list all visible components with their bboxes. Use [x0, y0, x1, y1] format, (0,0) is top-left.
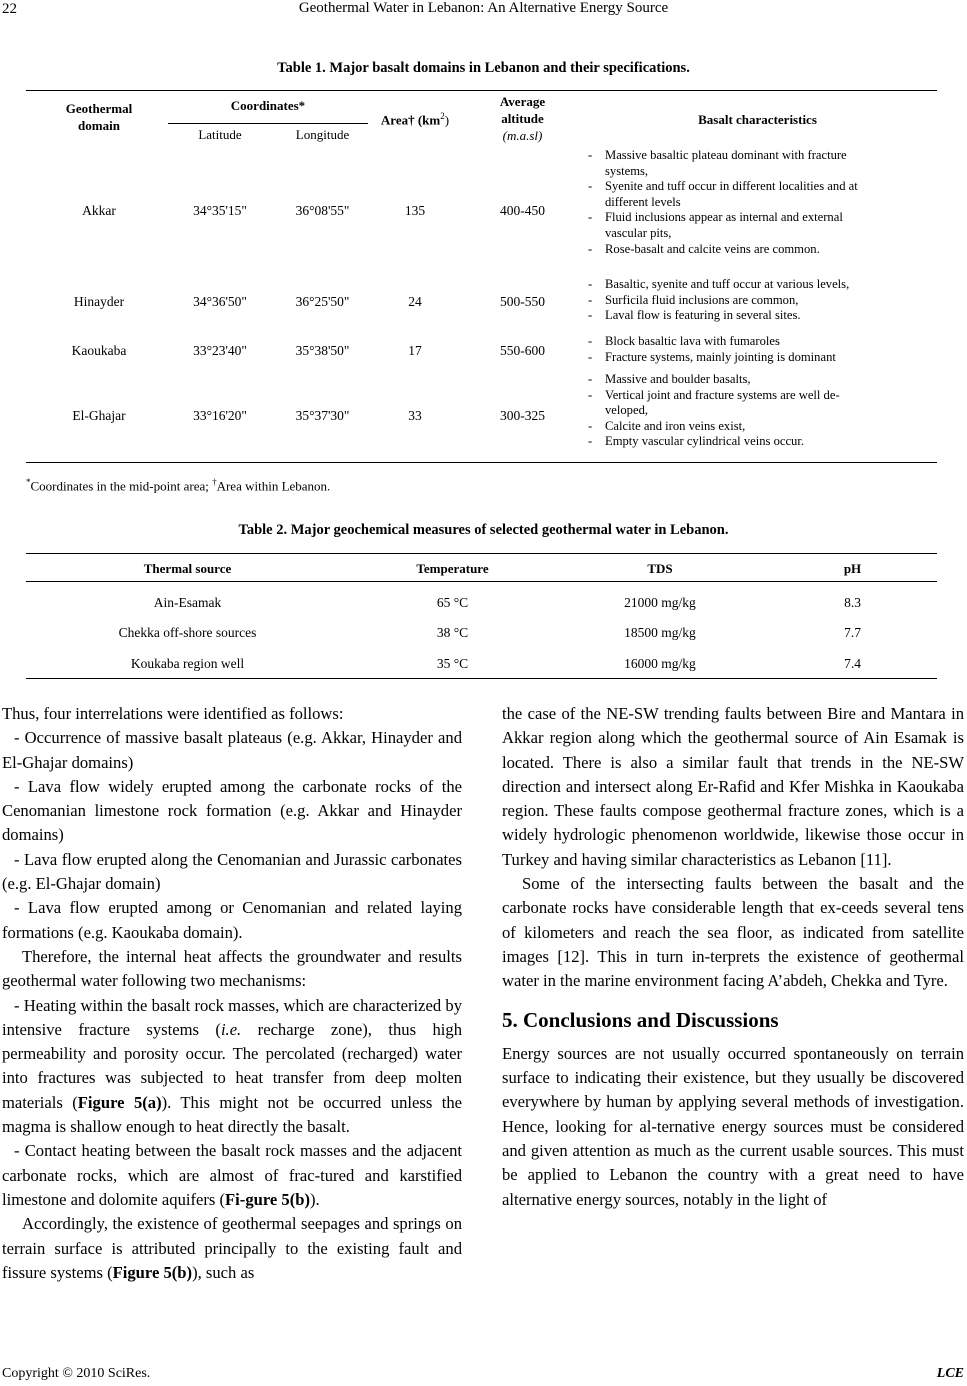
figure-reference[interactable]: Fi-gure 5(b): [225, 1189, 311, 1209]
list-item: - Contact heating between the basalt rock masses and the adjacent carbonate rocks, which are almost of frac-tured and karstified limestone and dolomite aquifers (Fi-gure 5(b)).: [2, 1141, 462, 1209]
table1-cell-area: 33: [408, 408, 422, 423]
list-item: - Rose-basalt and calcite veins are common.: [588, 241, 820, 256]
list-item: systems,: [605, 163, 649, 178]
paragraph: Thus, four interrelations were identified as follows:: [2, 704, 344, 723]
table1-cell-latitude: 34°36'50": [193, 294, 247, 309]
list-item: - Calcite and iron veins exist,: [588, 418, 746, 433]
table1-cell-longitude: 36°08'55": [295, 203, 350, 218]
list-item: different levels: [605, 194, 681, 209]
table2-cell-tds: 16000 mg/kg: [624, 656, 696, 671]
table1-characteristics-list: [588, 372, 840, 450]
list-item: - Block basaltic lava with fumaroles: [588, 334, 780, 348]
table2-cell-ph: 7.7: [844, 625, 861, 640]
table2-cell-ph: 8.3: [844, 595, 861, 610]
list-item: - Fracture systems, mainly jointing is dominant: [588, 349, 836, 364]
table1-header-altitude: Average altitude (m.a.sl): [499, 94, 546, 143]
table1-header-domain: Geothermal domain: [65, 101, 133, 133]
table2-header-ph: pH: [843, 561, 862, 576]
copyright-footer: Copyright © 2010 SciRes.: [2, 1366, 151, 1381]
list-item: vascular pits,: [605, 225, 672, 240]
list-item: - Fluid inclusions appear as internal and external: [588, 210, 843, 225]
table2-header-temperature: Temperature: [416, 561, 489, 576]
running-title: Geothermal Water in Lebanon: An Alternative Energy Source: [298, 0, 669, 16]
table2-cell-ph: 7.4: [844, 656, 861, 671]
figure-reference[interactable]: Figure 5(b): [112, 1262, 193, 1282]
table1-header-latitude: Latitude: [198, 127, 242, 142]
paragraph: Accordingly, the existence of geothermal seepages and springs on terrain surface is attributed principally to the existing fault and fissure systems (Figure 5(b)), such as: [2, 1214, 462, 1282]
table2-caption: Table 2. Major geochemical measures of selected geothermal water in Lebanon.: [238, 522, 729, 538]
table1-characteristics-list: [588, 277, 849, 324]
table1-cell-domain: Hinayder: [73, 294, 125, 309]
table2-header-rule: [26, 581, 937, 582]
list-item: - Heating within the basalt rock masses, which are characterized by intensive fracture systems (i.e. recharge zone), thus high permeability and porosity occur. The percolated (recharged) water into fractures was subjected to heat transfer from deep molten materials (Figure 5(a)). This might not be occurred unless the magma is shallow enough to heat directly the basalt.: [2, 995, 463, 1137]
table2-cell-tds: 21000 mg/kg: [624, 595, 696, 610]
paragraph: Some of the intersecting faults between the basalt and the carbonate rocks have considerable length that ex-ceeds several tens of kilometers and reach the sea floor, as indicated from satellite images [12]. This in turn in-terprets the existence of geothermal water in the marine environment facing A’abdeh, Chekka and Tyre.: [502, 874, 964, 991]
table2-top-rule: [26, 553, 937, 554]
table1-cell-domain: Akkar: [82, 203, 116, 218]
table1-caption: Table 1. Major basalt domains in Lebanon and their specifications.: [277, 60, 690, 76]
list-item: - Vertical joint and fracture systems are well de-: [588, 387, 840, 402]
table1-header-characteristics: Basalt characteristics: [698, 112, 817, 127]
table1-header-coordinates: Coordinates*: [230, 98, 306, 113]
table1-cell-altitude: 300-325: [500, 408, 545, 423]
list-item: - Occurrence of massive basalt plateaus (e.g. Akkar, Hinayder and El-Ghajar domains): [2, 728, 462, 772]
list-item: - Massive and boulder basalts,: [588, 372, 751, 386]
list-item: - Lava flow widely erupted among the carbonate rocks of the Cenomanian limestone rock formation (e.g. Akkar and Hinayder domains): [2, 776, 462, 845]
table2-header-source: Thermal source: [143, 561, 232, 576]
table2-cell-temperature: 38 °C: [436, 625, 469, 640]
list-item: - Basaltic, syenite and tuff occur at various levels,: [588, 277, 850, 291]
list-item: - Syenite and tuff occur in different localities and at: [588, 179, 858, 194]
table1-cell-domain: Kaoukaba: [71, 343, 127, 358]
table1-cell-latitude: 33°23'40": [193, 343, 247, 358]
list-item: - Lava flow erupted along the Cenomanian and Jurassic carbonates (e.g. El-Ghajar domain): [2, 849, 462, 894]
table1-bottom-rule: [26, 462, 937, 463]
list-item: - Massive basaltic plateau dominant with fracture: [588, 148, 847, 162]
paragraph: Energy sources are not usually occurred spontaneously on terrain surface to indicating their existence, but they usually be discovered everywhere by human by applying several methods of investigation. Hence, looking for al-ternative energy sources must be considered and given attention as much as the current usable sources. This must be applied to Lebanon the country with a great need to have alternative energy sources, notably in the light of: [502, 1043, 964, 1209]
table1-cell-longitude: 35°38'50": [295, 343, 350, 358]
list-item: - Lava flow erupted among or Cenomanian and related laying formations (e.g. Kaoukaba domain).: [2, 898, 462, 942]
table1-cell-longitude: 35°37'30": [295, 408, 350, 423]
table2-cell-source: Chekka off-shore sources: [118, 625, 257, 640]
paragraph: the case of the NE-SW trending faults between Bire and Mantara in Akkar region along which the geothermal source of Ain Esamak is located. There is also a similar fault that trends in the NE-SW direction and intersect along Er-Rafid and Kfer Mishka in Kaoukaba region. These faults compose geothermal fracture zones, which is a widely hydrologic phenomenon worldwide, likewise those occur in Turkey and having similar characteristics as Lebanon [11].: [502, 704, 964, 869]
table1-cell-area: 24: [408, 294, 422, 309]
table1-top-rule: [26, 90, 937, 91]
table1-header-area: Area† $(km^2)$: [380, 111, 450, 128]
left-column: [2, 702, 462, 1285]
table1-cell-altitude: 500-550: [500, 294, 545, 309]
table1-characteristics-list: [588, 334, 836, 365]
table1-cell-latitude: 34°35'15": [193, 203, 247, 218]
table2-cell-temperature: 35 °C: [436, 656, 469, 671]
table2-cell-source: Koukaba region well: [130, 656, 245, 671]
list-item: veloped,: [605, 403, 649, 418]
right-column: [502, 702, 964, 1212]
journal-abbreviation: LCE: [936, 1366, 964, 1381]
list-item: - Empty vascular cylindrical veins occur.: [588, 434, 804, 449]
paragraph: Therefore, the internal heat affects the groundwater and results geothermal water following two mechanisms:: [2, 946, 462, 991]
table1-header-longitude: Longitude: [295, 127, 350, 142]
table1-cell-domain: El-Ghajar: [72, 408, 126, 423]
table1-footnote: *Coordinates in the mid-point area; †Area within Lebanon.: [26, 477, 331, 494]
section-heading: 5. Conclusions and Discussions: [502, 1007, 779, 1032]
table2-bottom-rule: [26, 678, 937, 679]
table1-cell-altitude: 400-450: [500, 203, 545, 218]
table2-cell-source: Ain-Esamak: [153, 595, 222, 610]
figure-reference[interactable]: Figure 5(a): [77, 1092, 162, 1112]
table1-cell-longitude: 36°25'50": [295, 294, 350, 309]
table1-cell-altitude: 550-600: [500, 343, 545, 358]
table2-header-tds: TDS: [647, 561, 673, 576]
list-item: - Surficila fluid inclusions are common,: [588, 292, 799, 307]
table1-cell-area: 135: [404, 203, 426, 218]
table1-cell-area: 17: [408, 343, 422, 358]
page-number: 22: [2, 1, 17, 17]
table1-cell-latitude: 33°16'20": [193, 408, 247, 423]
table1-coordinates-rule: [168, 123, 368, 124]
list-item: - Laval flow is featuring in several sites.: [588, 308, 801, 323]
table2-cell-tds: 18500 mg/kg: [624, 625, 696, 640]
table1-characteristics-list: [588, 148, 858, 257]
table2-cell-temperature: 65 °C: [436, 595, 469, 610]
